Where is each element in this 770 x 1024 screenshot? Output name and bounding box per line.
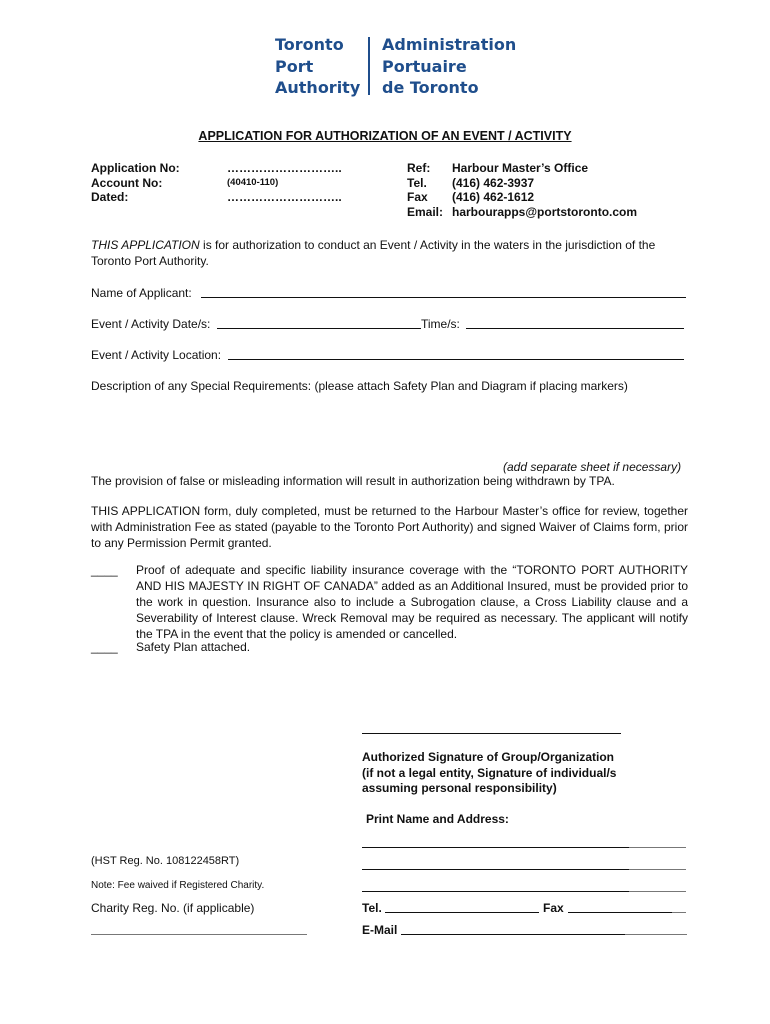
address-line-1-ext [629,847,686,848]
address-line-2[interactable] [362,869,629,870]
fax-value: (416) 462-1612 [452,190,535,204]
ref-label: Ref: [407,161,431,175]
sig-fax-label: Fax [543,901,564,915]
checklist-blank-2[interactable]: ____ [91,640,118,654]
application-no-label: Application No: [91,161,180,175]
sig-email-label: E-Mail [362,923,398,937]
logo-fr-line-2: Portuaire [382,56,467,76]
charity-reg-input-line[interactable] [91,934,307,935]
address-line-3-ext [629,891,686,892]
tel-label: Tel. [407,175,427,190]
intro-rest: is for authorization to conduct an Event / Activity in the waters in the jurisdiction of the [199,238,656,252]
return-paragraph: THIS APPLICATION form, duly completed, must be returned to the Harbour Master’s office for review, together with Administration Fee as stated (payable to the Toronto Port Authority) and signed Waiver of Claims form, prior to any Permission Permit granted. [91,504,688,550]
signature-caption-line-1: Authorized Signature of Group/Organization [362,750,614,764]
applicant-label: Name of Applicant: [91,286,192,300]
header-labels-left [91,161,180,205]
dated-label: Dated: [91,190,129,204]
sig-fax-input-line[interactable] [568,912,672,913]
intro-line-2: Toronto Port Authority. [91,254,209,268]
sig-email-input-line[interactable] [401,934,625,935]
false-info-notice: The provision of false or misleading information will result in authorization being withdrawn by TPA. [91,474,615,488]
charity-reg-label: Charity Reg. No. (if applicable) [91,901,255,915]
logo-fr-line-3: de Toronto [382,78,479,97]
event-time-label: Time/s: [421,317,460,331]
add-sheet-note: (add separate sheet if necessary) [503,460,682,474]
address-line-1[interactable] [362,847,629,848]
document-title: APPLICATION FOR AUTHORIZATION OF AN EVENT / ACTIVITY [198,129,572,143]
tel-value: (416) 462-3937 [452,175,535,190]
signature-line[interactable] [362,733,621,734]
address-line-2-ext [629,869,686,870]
logo-en-line-1: Toronto [275,35,344,54]
intro-lead: THIS APPLICATION [91,238,200,252]
special-requirements-area[interactable] [91,396,687,452]
logo-fr-line-1: Administration [382,35,517,54]
application-no-value[interactable]: ……………………….. [227,161,342,175]
logo-french [382,34,516,99]
email-label: Email: [407,204,444,219]
fee-waived-note: Note: Fee waived if Registered Charity. [91,880,265,891]
hst-reg-no: (HST Reg. No. 108122458RT) [91,855,240,867]
sig-email-line-ext [625,934,687,935]
ref-value: Harbour Master’s Office [452,161,589,175]
logo-en-line-3: Authority [275,78,361,97]
event-time-input-line[interactable] [466,328,684,329]
header-values-right [452,161,637,219]
dated-value[interactable]: ……………………….. [227,190,342,204]
address-line-3[interactable] [362,891,629,892]
event-date-input-line[interactable] [217,328,421,329]
applicant-input-line[interactable] [201,297,686,298]
insurance-requirement: Proof of adequate and specific liability insurance coverage with the “TORONTO PORT AUTHORITY AND HIS MAJESTY IN RIGHT OF CANADA” added as an Additional Insured, must be provided prior to the work in question. Insurance also to include a Subrogation clause, a Cross Liability clause and a Severability of Interest clause. Wreck Removal may be required as necessary. The applicant will notify the TPA in the event that the policy is amended or cancelled. [136,563,688,641]
fax-label: Fax [407,190,428,204]
email-value[interactable]: harbourapps@portstoronto.com [452,204,638,219]
event-location-label: Event / Activity Location: [91,348,222,362]
logo-divider [368,37,370,95]
checklist-blank-1[interactable]: ____ [91,563,118,577]
sig-tel-input-line[interactable] [385,912,539,913]
account-no-label: Account No: [91,175,163,190]
signature-caption-line-2: (if not a legal entity, Signature of individual/s [362,765,617,780]
safety-plan-item: Safety Plan attached. [136,640,251,654]
sig-fax-line-ext [672,912,686,913]
signature-caption-line-3: assuming personal responsibility) [362,781,557,795]
logo-english [275,34,360,99]
sig-tel-label: Tel. [362,901,382,915]
print-name-label: Print Name and Address: [366,812,509,826]
account-no-value: (40410-110) [227,176,279,188]
logo-en-line-2: Port [275,56,314,76]
header-values-left [227,161,342,205]
special-requirements-label: Description of any Special Requirements: (please attach Safety Plan and Diagram if placing markers) [91,379,628,393]
intro-line-1 [91,237,655,253]
event-location-input-line[interactable] [228,359,684,360]
event-date-label: Event / Activity Date/s: [91,317,211,331]
signature-caption [362,750,616,797]
header-labels-right [407,161,443,219]
